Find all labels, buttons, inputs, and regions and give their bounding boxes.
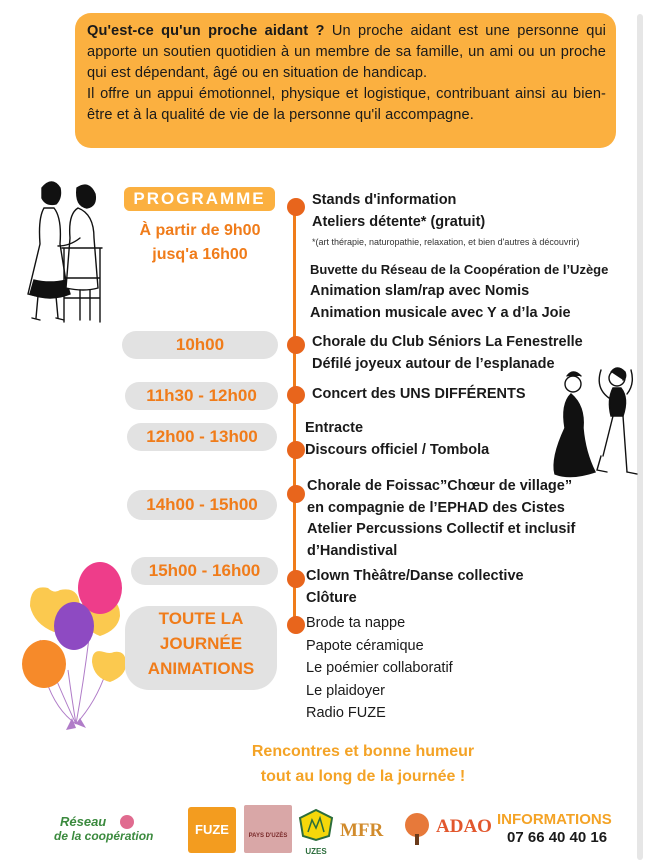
uzes-text: UZES bbox=[305, 847, 327, 856]
event-block bbox=[306, 566, 524, 609]
closing-message bbox=[200, 739, 526, 789]
flower-icon bbox=[120, 815, 134, 829]
dancers-illustration bbox=[547, 364, 639, 482]
event-block bbox=[312, 190, 485, 233]
event-line: Stands d'information bbox=[312, 192, 457, 208]
info-phone: 07 66 40 40 16 bbox=[507, 829, 608, 846]
event-line: Radio FUZE bbox=[306, 705, 386, 721]
programme-hours bbox=[120, 219, 280, 267]
event-line: Animation musicale avec Y a d’la Joie bbox=[310, 304, 571, 321]
tree-icon bbox=[402, 812, 432, 846]
programme-badge: PROGRAMME bbox=[124, 187, 275, 211]
event-line: Concert des UNS DIFFÉRENTS bbox=[312, 386, 526, 402]
intro-definition: Un proche aidant est une personne qui apporte un soutien quotidien à un membre de sa famille, un ami ou un proche qui est dépendant, âgé ou en situation de handicap. bbox=[87, 23, 606, 81]
reseau-logo bbox=[54, 815, 184, 851]
timeline-dot bbox=[287, 570, 305, 588]
event-block bbox=[307, 476, 575, 562]
event-line: Chorale du Club Séniors La Fenestrelle bbox=[312, 334, 583, 350]
timeline-dot bbox=[287, 485, 305, 503]
intro-box bbox=[75, 13, 616, 148]
event-line: Papote céramique bbox=[306, 637, 424, 654]
closing-line: tout au long de la journée ! bbox=[260, 768, 466, 785]
event-line: Clôture bbox=[306, 589, 357, 606]
caregiver-illustration bbox=[22, 178, 112, 330]
timeline-dot bbox=[287, 336, 305, 354]
intro-question: Qu'est-ce qu'un proche aidant ? bbox=[87, 23, 325, 39]
allday-line: ANIMATIONS bbox=[147, 659, 255, 678]
event-line: Buvette du Réseau de la Coopération de l’Uzège bbox=[310, 262, 609, 277]
time-pill: 12h00 - 13h00 bbox=[127, 423, 277, 451]
info-title: INFORMATIONS bbox=[497, 811, 612, 828]
timeline-dot bbox=[287, 386, 305, 404]
event-line: Atelier Percussions Collectif et inclusif bbox=[307, 521, 576, 537]
event-line: Ateliers détente* (gratuit) bbox=[312, 213, 486, 230]
programme-start: À partir de 9h00 bbox=[139, 222, 261, 239]
event-line: Défilé joyeux autour de l’esplanade bbox=[312, 355, 555, 372]
event-note: *(art thérapie, naturopathie, relaxation, et bien d'autres à découvrir) bbox=[312, 237, 580, 247]
reseau-logo-top: Réseau bbox=[60, 814, 107, 829]
timeline-dot bbox=[287, 441, 305, 459]
event-line: Le plaidoyer bbox=[306, 682, 385, 699]
allday-line: JOURNÉE bbox=[159, 634, 243, 653]
adao-tree-icon bbox=[402, 812, 432, 846]
event-block bbox=[306, 612, 453, 725]
allday-pill bbox=[125, 606, 277, 690]
event-block bbox=[310, 281, 571, 324]
event-line: Brode ta nappe bbox=[306, 615, 406, 631]
timeline-dot bbox=[287, 616, 305, 634]
time-pill: 11h30 - 12h00 bbox=[125, 382, 278, 410]
closing-line: Rencontres et bonne humeur bbox=[251, 743, 475, 760]
time-pill: 15h00 - 16h00 bbox=[131, 557, 278, 585]
uzes-shield-icon bbox=[298, 808, 334, 842]
programme-end: jusq'a 16h00 bbox=[152, 246, 248, 263]
event-line: Animation slam/rap avec Nomis bbox=[310, 283, 530, 299]
pays-uzes-text: PAYS D'UZÈS bbox=[248, 833, 288, 839]
event-line: Clown Thèâtre/Danse collective bbox=[306, 568, 524, 584]
mfr-logo: MFR bbox=[340, 820, 384, 841]
uzes-logo bbox=[298, 808, 334, 854]
allday-line: TOUTE LA bbox=[158, 609, 244, 628]
adao-logo: ADAO bbox=[436, 816, 492, 837]
event-line: Chorale de Foissac”Chœur de village” bbox=[307, 478, 573, 494]
event-line: Le poémier collaboratif bbox=[306, 660, 453, 676]
intro-support: Il offre un appui émotionnel, physique et logistique, contribuant ainsi au bien-être et à la qualité de vie de la personne qu'il accompagne. bbox=[87, 86, 606, 123]
time-pill: 14h00 - 15h00 bbox=[127, 490, 277, 520]
reseau-logo-bottom: de la coopération bbox=[54, 829, 154, 843]
event-line: Entracte bbox=[305, 420, 364, 436]
fuze-logo: FUZE bbox=[188, 807, 236, 853]
timeline-dot bbox=[287, 198, 305, 216]
event-block bbox=[312, 332, 583, 375]
event-line: en compagnie de l’EPHAD des Cistes bbox=[307, 499, 565, 516]
event-block bbox=[305, 418, 489, 461]
pays-uzes-logo bbox=[244, 805, 292, 853]
event-line: Discours officiel / Tombola bbox=[305, 441, 490, 458]
event-line: d’Handistival bbox=[307, 542, 398, 559]
timeline-line bbox=[293, 200, 296, 630]
time-pill: 10h00 bbox=[122, 331, 278, 359]
balloons-illustration bbox=[18, 560, 130, 732]
